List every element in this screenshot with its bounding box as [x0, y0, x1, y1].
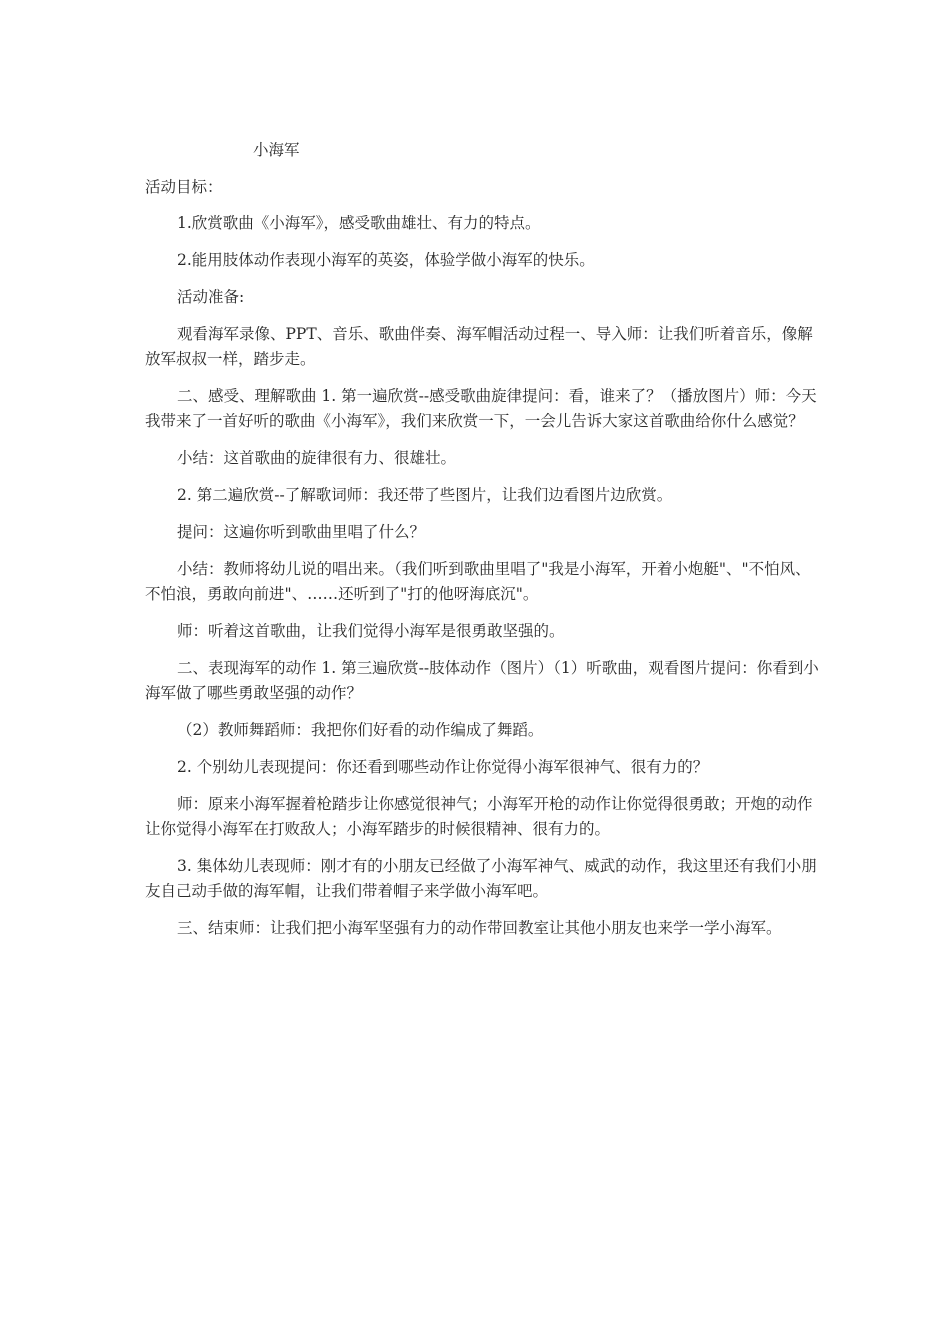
paragraph-movements: 二、表现海军的动作 1. 第三遍欣赏--肢体动作（图片）（1）听歌曲，观看图片提问：你看到小海军做了哪些勇敢坚强的动作？ — [145, 659, 819, 702]
paragraph-group: 3. 集体幼儿表现师：刚才有的小朋友已经做了小海军神气、威武的动作，我这里还有我们小朋友自己动手做的海军帽，让我们带着帽子来学做小海军吧。 — [145, 857, 817, 900]
paragraph-goal-1: 1.欣赏歌曲《小海军》，感受歌曲雄壮、有力的特点。 — [177, 214, 541, 232]
paragraph-dance: （2）教师舞蹈师：我把你们好看的动作编成了舞蹈。 — [177, 721, 544, 739]
paragraph-teacher-remark: 师：听着这首歌曲，让我们觉得小海军是很勇敢坚强的。 — [177, 622, 565, 640]
paragraph-section-two: 二、感受、理解歌曲 1. 第一遍欣赏--感受歌曲旋律提问：看，谁来了？（播放图片）师：今天我带来了一首好听的歌曲《小海军》，我们来欣赏一下，一会儿告诉大家这首歌曲给你什么感觉？ — [145, 387, 817, 430]
paragraph-summary-2: 小结：教师将幼儿说的唱出来。（我们听到歌曲里唱了"我是小海军，开着小炮艇"、"不怕风、不怕浪，勇敢向前进"、……还听到了"打的他呀海底沉"。 — [145, 560, 811, 603]
paragraph-preparation: 观看海军录像、PPT、音乐、歌曲伴奏、海军帽活动过程一、导入师：让我们听着音乐，像解放军叔叔一样，踏步走。 — [145, 325, 813, 368]
paragraph-individual: 2. 个别幼儿表现提问：你还看到哪些动作让你觉得小海军很神气、很有力的？ — [177, 758, 709, 776]
paragraph-summary-1: 小结：这首歌曲的旋律很有力、很雄壮。 — [177, 449, 457, 467]
paragraph-preparation-label: 活动准备: — [177, 288, 245, 306]
document-body — [145, 211, 825, 953]
paragraph-goal-2: 2.能用肢体动作表现小海军的英姿，体验学做小海军的快乐。 — [177, 251, 595, 269]
document-title: 小海军 — [253, 141, 300, 159]
paragraph-teacher-feedback: 师：原来小海军握着枪踏步让你感觉很神气；小海军开枪的动作让你觉得很勇敢；开炮的动作让你觉得小海军在打败敌人；小海军踏步的时候很精神、很有力的。 — [145, 795, 813, 838]
activity-goals-label: 活动目标： — [145, 178, 223, 196]
paragraph-ending: 三、结束师：让我们把小海军坚强有力的动作带回教室让其他小朋友也来学一学小海军。 — [177, 919, 782, 937]
paragraph-question: 提问：这遍你听到歌曲里唱了什么？ — [177, 523, 426, 541]
paragraph-second-listening: 2. 第二遍欣赏--了解歌词师：我还带了些图片，让我们边看图片边欣赏。 — [177, 486, 673, 504]
